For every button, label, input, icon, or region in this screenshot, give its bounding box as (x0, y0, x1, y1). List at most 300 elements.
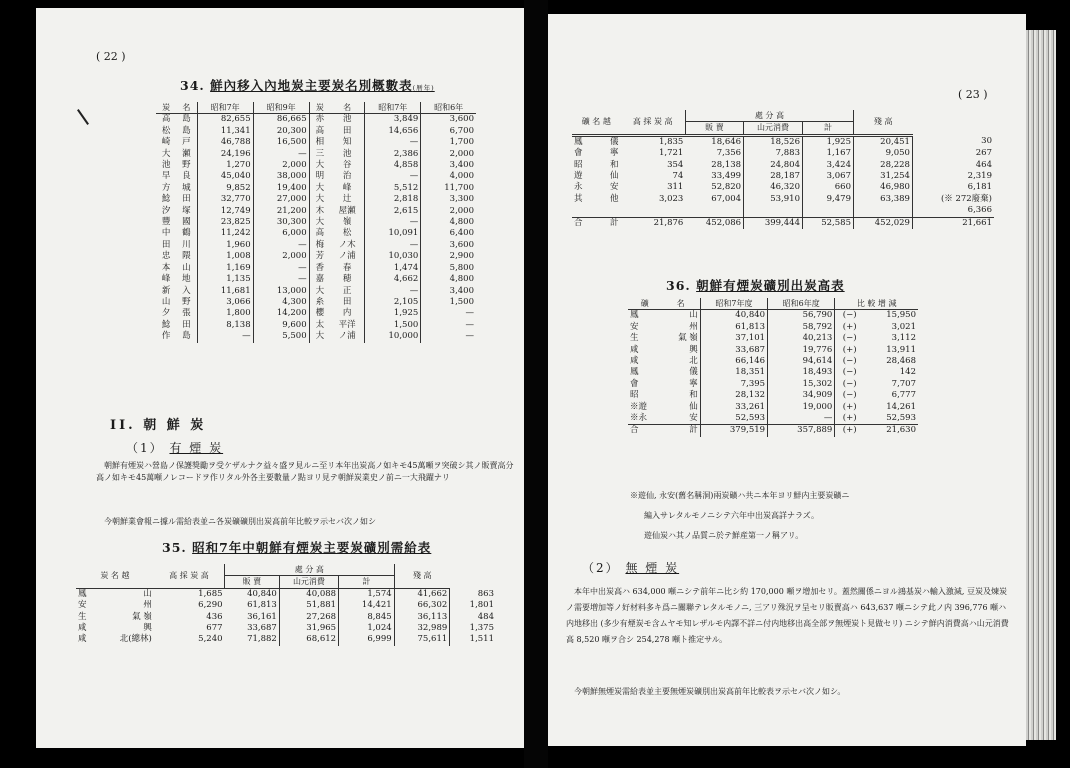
table-cell: 隈 (182, 251, 191, 262)
table-cell: 18,351 (700, 367, 767, 378)
table-cell: 鳳 (630, 310, 639, 321)
table-cell: 高 (309, 228, 330, 239)
table-row (628, 345, 918, 356)
table-cell: 19,776 (768, 345, 835, 356)
table-cell: 71,882 (247, 634, 277, 645)
table-cell: 1,801 (450, 600, 496, 611)
table-cell: 3,066 (197, 297, 253, 308)
table-cell: 永 (574, 182, 583, 193)
table-cell: 安 (689, 413, 698, 424)
table-cell: 松 (342, 228, 352, 239)
table-cell: 15,950 (886, 310, 916, 321)
table-cell: 忠 (161, 251, 171, 262)
table-cell: 瀬 (182, 148, 191, 159)
table-cell: 木 (309, 206, 330, 217)
table-cell: 本 (161, 262, 171, 273)
table-cell: 穂 (342, 274, 352, 285)
table-cell (802, 205, 853, 217)
table-cell: 52,585 (802, 217, 853, 229)
table-cell: — (253, 240, 309, 251)
table-cell: 1,700 (421, 137, 476, 148)
table-cell: 田 (182, 319, 191, 330)
table-row (628, 379, 918, 390)
table-cell: 28,138 (711, 159, 742, 170)
table-cell: 屋瀬 (338, 205, 356, 216)
table-row (156, 217, 476, 228)
table-cell: 1,925 (802, 135, 853, 148)
table-cell: — (253, 149, 309, 160)
table-row (572, 194, 994, 205)
table-cell: 86,665 (253, 114, 309, 126)
table-cell: 松 (161, 125, 171, 136)
table-cell: 46,788 (197, 137, 253, 148)
table-cell: 1,574 (339, 588, 395, 600)
table-row (156, 171, 476, 182)
table-cell: 2,615 (365, 206, 421, 217)
table-cell: 塚 (182, 205, 191, 216)
table-cell: 399,444 (744, 217, 803, 229)
table-cell: 田 (342, 125, 352, 136)
table-cell: 安 (630, 321, 639, 332)
table-cell: 地 (182, 274, 191, 285)
table-cell: 三 (309, 149, 330, 160)
table-row (628, 367, 918, 378)
table-row (156, 331, 476, 342)
paragraph: 朝鮮有煙炭ハ營島ノ保護獎勵ヲ受ケザルナク益々盛ヲ見ルニ至リ本年出炭高ノ如キモ45萬噸ヲ突破シ其ノ販賣高分高ノ如キモ45萬噸ノレコードヲ作リタル外各主要數量ノ點ヨリ見テ朝鮮炭業史ノ前ニ一大飛躍ナリ (96, 461, 514, 482)
table-cell: 良 (182, 171, 191, 182)
table-row (76, 612, 496, 623)
table-cell (621, 205, 686, 217)
table-cell: 鳳 (574, 136, 583, 147)
table-row (628, 390, 918, 401)
table-cell: 咸 (78, 634, 87, 645)
table-cell: 大 (309, 183, 330, 194)
table-cell: 33,499 (711, 171, 742, 182)
table-cell: 30 (912, 135, 994, 148)
table-cell: 27,000 (253, 194, 309, 205)
table-cell: 20,451 (853, 135, 912, 148)
table-cell: 21,630 (886, 425, 916, 436)
table-cell: 1,135 (197, 274, 253, 285)
table-cell: 464 (912, 160, 994, 171)
table-cell (744, 205, 803, 217)
table-cell: 野 (182, 296, 191, 307)
table-cell: 68,612 (279, 634, 338, 645)
table-cell: 田 (161, 239, 171, 250)
table-cell: 74 (672, 171, 684, 182)
table-cell: 山 (143, 588, 152, 599)
table-cell: 21,200 (253, 206, 309, 217)
table-row (572, 182, 994, 193)
table35: 炭 名 越 高 採 炭 高 處 分 高 殘 高 販 賣 山元消費 計 鳳 山 1,685 40,840 40,088 1,574 41,662 863 安 州 6,290 61,813 51,881 14,421 66,302 1,801 生 氣 嶺 436 36,161 27,268 8,845 36,113 484 咸 興 677 33,687 31,965 1,024 32,989 1,375 咸 北(總林) 5,240 71,882 68,612 6,999 75,611 1,511 (78, 565, 494, 645)
table-cell: 5,500 (253, 331, 309, 342)
paragraph: 本年中出炭高ハ 634,000 噸ニシテ前年ニ比シ約 170,000 噸ヲ增加セリ。蓋然關係ニヨル鴻基炭ハ輸入激減, 豆炭及煉炭ノ需要増加等ノ好材料多キ爲ニ關聯テレタルモノニ, 三アリ殊況ヲ呈セリ販賣高ハ 643,637 噸ニシテ此ノ内 396,776 噸ハ内地移出 (多少有煙炭モ含ムヤモ知レザルモ内譯不詳ニ付内地移出高全部ヲ無煙炭ト見做セリ) ニシテ鮮内消費高ハ山元消費高 8,520 噸ヲ合シ 254,278 噸ト推定サル。 (566, 587, 1009, 644)
table-cell: 21,876 (653, 217, 684, 228)
table-cell: 1,024 (339, 623, 395, 634)
table-cell: 52,593 (700, 413, 767, 425)
table36: 礦 名 昭和7年度 昭和6年度 比 較 增 減 鳳 山 40,840 56,790 (−) 15,950 安 州 61,813 58,792 (+) 3,021 生 氣 嶺 37,101 40,213 (−) 3,112 咸 興 33,687 19,776 (+) 13,911 咸 北 66,146 94,614 (−) 28,468 鳳 儀 18,351 18,493 (−) 142 會 寧 7,395 15,302 (−) 7,707 昭 和 28,132 34,909 (−) 6,777 ※遊 仙 33,261 19,000 (+) 14,261 ※永 安 52,593 — (+) 52,593 合 計 379,519 357,889 (+) 21,630 (630, 299, 916, 436)
table-cell: 19,000 (768, 402, 835, 413)
table-cell: 安 (610, 182, 619, 193)
table36-title: 36. 朝鮮有煙炭礦別出炭高表 (666, 278, 845, 293)
table-cell: 40,213 (768, 333, 835, 344)
table-cell: 池 (342, 114, 352, 125)
table-cell: 28,468 (886, 356, 916, 367)
table-cell: (+) (835, 322, 864, 333)
table-cell: 45,040 (197, 171, 253, 182)
table-row (156, 274, 476, 285)
table-cell: 142 (899, 367, 916, 378)
table-cell: 5,800 (421, 263, 476, 274)
table-cell: 島 (182, 114, 191, 125)
table-cell: 28,132 (700, 390, 767, 401)
table-cell: 37,101 (700, 333, 767, 344)
table-cell: 池 (342, 148, 352, 159)
table-cell: 1,375 (450, 623, 496, 634)
table-cell: 436 (206, 611, 223, 622)
table-cell: ノ浦 (338, 331, 356, 342)
table-cell: 氣 嶺 (132, 611, 152, 622)
table-cell: 糸 (309, 297, 330, 308)
table-cell: 咸 (78, 623, 87, 634)
table-cell (572, 205, 596, 217)
table-cell: 6,000 (253, 228, 309, 239)
table-cell: 3,424 (802, 160, 853, 171)
table-cell: 10,091 (365, 228, 421, 239)
table-cell: 11,681 (197, 286, 253, 297)
table-cell: (※ 272廢棄) (912, 194, 994, 205)
table-cell: 23,825 (197, 217, 253, 228)
table34-title: 34. 鮮內移入內地炭主要炭名別概數表(暦年) (180, 78, 435, 93)
table-cell: 川 (182, 239, 191, 250)
table-cell: — (253, 263, 309, 274)
table-cell: 中 (161, 228, 171, 239)
table-cell: 660 (802, 182, 853, 193)
table-row (76, 600, 496, 611)
table-row (156, 263, 476, 274)
table-row (156, 297, 476, 308)
table-cell: 67,004 (711, 193, 742, 204)
table-cell: 島 (182, 331, 191, 342)
table-cell: 鶴 (182, 228, 191, 239)
table-cell: 島 (182, 125, 191, 136)
table-row (156, 240, 476, 251)
table-cell: 5,512 (365, 183, 421, 194)
table-cell: 32,989 (394, 623, 450, 634)
table-cell: 入 (182, 285, 191, 296)
section-heading: II. 朝 鮮 炭 (110, 418, 207, 433)
table-cell: 11,242 (197, 228, 253, 239)
table-cell: 13,911 (886, 344, 916, 355)
table-cell: — (421, 331, 476, 342)
table-cell: 1,169 (197, 263, 253, 274)
table-cell: 357,889 (768, 425, 835, 437)
table-cell: 66,302 (394, 600, 450, 611)
table-cell: 早 (161, 171, 171, 182)
table-cell: 咸 (630, 344, 639, 355)
table-cell: 32,770 (197, 194, 253, 205)
page-number: ( 23 ) (958, 88, 988, 101)
table-cell: 1,500 (421, 297, 476, 308)
total-row (572, 217, 994, 229)
table-cell: 大 (309, 286, 330, 297)
table-row (156, 194, 476, 205)
paragraph: 今朝鮮業會報ニ據ル需給表並ニ各炭礦礦別出炭高前年比較ヲ示セバ次ノ如シ (104, 517, 376, 526)
table-cell: 33,261 (700, 402, 767, 413)
table-cell: 春 (342, 262, 352, 273)
table-cell: 張 (182, 308, 191, 319)
table-cell: 興 (689, 344, 698, 355)
footnote: ※遊仙, 永安(舊名稱洞)兩炭礦ハ共ニ本年ヨリ鮮内主要炭礦ニ (630, 491, 850, 500)
table-cell: 6,999 (339, 634, 395, 645)
table-cell: 峰 (342, 182, 352, 193)
table-cell: (+) (835, 413, 864, 425)
table-cell: — (365, 286, 421, 297)
table-cell: 太 (309, 320, 330, 331)
table-cell: 高 (161, 114, 171, 125)
table-cell: 1,925 (365, 308, 421, 319)
table-cell: 州 (689, 321, 698, 332)
table-cell: 28,187 (744, 171, 803, 182)
table-cell: (−) (835, 390, 864, 401)
table-cell: 2,000 (421, 149, 476, 160)
table-cell: 3,112 (891, 333, 916, 344)
table-cell: 19,400 (253, 183, 309, 194)
table-cell: 野 (182, 160, 191, 171)
table-row (156, 320, 476, 331)
footnote: 編入サレタルモノニシテ六年中出炭高詳ナラズ。 (644, 511, 820, 520)
table-cell: 儀 (689, 367, 698, 378)
table-cell: 1,685 (198, 588, 223, 599)
table-row (156, 149, 476, 160)
table-cell: ※遊 (630, 401, 648, 412)
table-cell: (+) (835, 425, 864, 437)
table-cell: 池 (161, 160, 171, 171)
table-cell: 1,474 (365, 263, 421, 274)
table-cell: 20,300 (253, 126, 309, 137)
table-cell: 鳳 (78, 588, 87, 599)
table-cell: 新 (161, 285, 171, 296)
table-cell: 8,845 (339, 612, 395, 623)
table-cell: 大 (161, 148, 171, 159)
total-row (628, 425, 918, 437)
table-cell: 1,511 (450, 634, 496, 645)
table-cell: — (768, 413, 835, 425)
table-cell: 明 (309, 171, 330, 182)
table-cell: — (365, 171, 421, 182)
table-cell: 遊 (574, 171, 583, 182)
table-cell: 寧 (610, 148, 619, 159)
table-cell: 谷 (342, 160, 352, 171)
table-cell: 40,840 (700, 310, 767, 322)
table-cell: 仙 (610, 171, 619, 182)
table-cell: (+) (835, 345, 864, 356)
table-cell: 7,356 (716, 148, 742, 159)
paragraph: 今朝鮮無煙炭需給表並主要無煙炭礦別出炭高前年比較表ヲ示セバ次ノ如シ。 (574, 687, 846, 696)
table-cell: 9,600 (253, 320, 309, 331)
table-cell: 18,526 (744, 135, 803, 148)
table-cell: 46,980 (853, 182, 912, 193)
table-cell: 氣 嶺 (678, 333, 698, 344)
table-cell: 香 (309, 263, 330, 274)
table-cell: 33,687 (700, 345, 767, 356)
table-cell: 41,662 (394, 588, 450, 600)
table-cell: 櫻 (309, 308, 330, 319)
table-cell: 38,000 (253, 171, 309, 182)
table-cell: 國 (182, 217, 191, 228)
table-cell: 州 (143, 600, 152, 611)
table-cell: 9,050 (853, 148, 912, 159)
table-cell: 9,479 (802, 194, 853, 205)
table-cell: 2,319 (912, 171, 994, 182)
table-cell: 18,493 (768, 367, 835, 378)
table-cell: 11,700 (421, 183, 476, 194)
table-cell: — (197, 331, 253, 342)
table-cell: 379,519 (700, 425, 767, 437)
table-cell: 作 (161, 331, 171, 342)
table-cell: 鯰 (161, 194, 171, 205)
table-cell: 82,655 (197, 114, 253, 126)
table-row (156, 137, 476, 148)
table-cell: 3,021 (891, 321, 916, 332)
table-cell: 33,687 (247, 623, 277, 634)
table-cell: 10,000 (365, 331, 421, 342)
table-cell: 昭 (574, 159, 583, 170)
table-cell: 2,900 (421, 251, 476, 262)
table-cell: — (253, 274, 309, 285)
page-edges (1026, 30, 1056, 740)
table-cell: 儀 (610, 136, 619, 147)
table-cell: (−) (835, 356, 864, 367)
table-cell: 28,228 (853, 160, 912, 171)
table-cell: 6,400 (421, 228, 476, 239)
table-cell: 方 (161, 182, 171, 193)
table-cell: 他 (610, 193, 619, 204)
table-row (572, 171, 994, 182)
table-cell: 計 (610, 217, 619, 228)
table-cell: 鯰 (161, 319, 171, 330)
table-cell: 1,500 (365, 320, 421, 331)
table-cell: 大 (309, 194, 330, 205)
table-cell: 辻 (342, 194, 352, 205)
table-cell: 2,000 (253, 160, 309, 171)
table-cell: 治 (342, 171, 352, 182)
table-cell: 6,290 (198, 600, 223, 611)
table-row (76, 623, 496, 634)
table-row (628, 413, 918, 425)
table-cell: 31,254 (853, 171, 912, 182)
table-cell: — (365, 240, 421, 251)
table-cell: 3,400 (421, 160, 476, 171)
table-cell: 其 (574, 193, 583, 204)
table-cell: 合 (630, 425, 639, 436)
table35-continued: 礦 名 越 高 採 炭 高 處 分 高 殘 高 販 賣 山元消費 計 鳳 儀 1,835 18,646 18,526 1,925 20,451 30 會 寧 1,721 7,356 7,883 1,167 9,050 267 昭 和 354 28,138 24,804 3,424 28,228 464 遊 仙 74 33,499 28,187 3,067 31,254 2,319 永 安 311 52,820 46,320 660 46,980 6,181 其 他 3,023 67,004 53,910 9,479 63,389 (※ 272廢棄) 6,366 合 計 21,876 452,086 399,444 52,585 452,029 21,661 (574, 111, 992, 228)
table-cell: 平洋 (338, 319, 356, 330)
table-cell (853, 205, 912, 217)
table-cell: 田 (342, 296, 352, 307)
table-cell: 鳳 (630, 367, 639, 378)
table-cell: — (421, 308, 476, 319)
table-row (76, 634, 496, 645)
table-cell: 生 (78, 611, 87, 622)
table-cell: 田 (182, 194, 191, 205)
table-cell: 3,849 (365, 114, 421, 126)
table-row (76, 588, 496, 600)
table-cell: 大 (309, 160, 330, 171)
table-cell (685, 205, 743, 217)
table-cell: 汐 (161, 205, 171, 216)
table-cell: 11,341 (197, 126, 253, 137)
table-cell: 311 (667, 182, 684, 193)
table-cell: 會 (630, 378, 639, 389)
table-cell: 梅 (309, 240, 330, 251)
table-cell: 56,790 (768, 310, 835, 322)
table-cell: 昭 (630, 390, 639, 401)
table-cell: 452,086 (705, 217, 742, 228)
table-cell: 戸 (182, 137, 191, 148)
table-cell: 和 (610, 159, 619, 170)
table-row (572, 135, 994, 148)
table-cell: 峰 (161, 274, 171, 285)
table-row (628, 310, 918, 322)
table-cell: 354 (667, 159, 684, 170)
table-cell: — (365, 137, 421, 148)
table-cell: 會 (574, 148, 583, 159)
table-cell: 58,792 (768, 322, 835, 333)
table-cell: 2,818 (365, 194, 421, 205)
table-row (156, 228, 476, 239)
table-cell: 52,593 (886, 413, 916, 424)
table-cell: 9,852 (197, 183, 253, 194)
table-cell: 36,113 (394, 612, 450, 623)
table-cell: 4,858 (365, 160, 421, 171)
table-cell: 高 (309, 126, 330, 137)
table-cell: 北 (689, 356, 698, 367)
table-cell: 計 (689, 425, 698, 436)
table-cell: 14,261 (886, 401, 916, 412)
subsection-heading: （2） 無 煙 炭 (582, 561, 680, 575)
table-cell: (−) (835, 367, 864, 378)
table-cell: 知 (342, 137, 352, 148)
table-cell: 嘉 (309, 274, 330, 285)
book-spine (524, 0, 548, 768)
table-cell: 山 (689, 310, 698, 321)
table-cell: 2,105 (365, 297, 421, 308)
table-cell: 3,023 (659, 193, 684, 204)
table-cell: 大 (309, 217, 330, 228)
table-cell: 山 (182, 262, 191, 273)
table-cell: ※永 (630, 413, 648, 424)
table-cell: 13,000 (253, 286, 309, 297)
table-cell: 267 (912, 148, 994, 159)
table-cell: 城 (182, 182, 191, 193)
table-cell: 24,804 (744, 160, 803, 171)
table-cell: 芳 (309, 251, 330, 262)
table-cell: 6,700 (421, 126, 476, 137)
table-cell: 61,813 (247, 600, 277, 611)
table-row (572, 160, 994, 171)
table-row (156, 251, 476, 262)
table-cell: 14,656 (365, 126, 421, 137)
table-cell: (+) (835, 402, 864, 413)
table-cell: 8,138 (197, 320, 253, 331)
table-cell: 5,240 (198, 634, 223, 645)
table-cell: 興 (143, 623, 152, 634)
table-cell: 1,800 (197, 308, 253, 319)
table-cell (596, 205, 620, 217)
table-row (628, 402, 918, 413)
table-cell: 24,196 (197, 149, 253, 160)
